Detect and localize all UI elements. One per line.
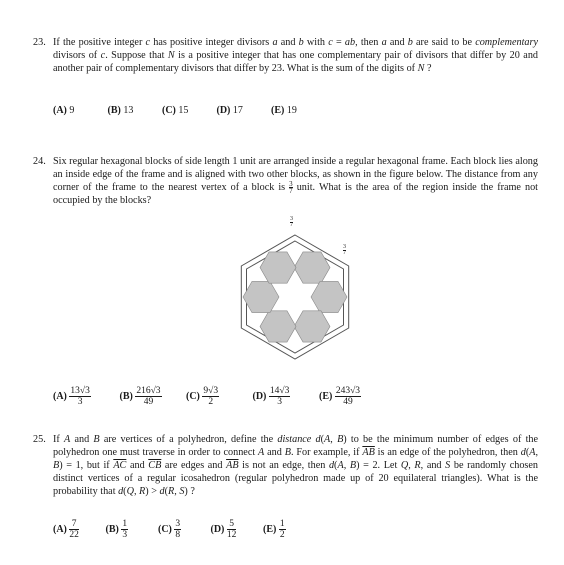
problem-number: 24.	[33, 156, 46, 167]
choice-e: (E) $\frac{243√3}{49}$	[319, 386, 361, 407]
hexagonal-block	[294, 311, 330, 342]
choice-a: (A) 9	[53, 105, 75, 116]
answer-choices-24	[53, 386, 383, 407]
figure-label-right: 3 7	[343, 244, 346, 256]
hexagonal-block	[294, 252, 330, 283]
hexagonal-block	[260, 311, 296, 342]
choice-e: (E) 19	[271, 105, 297, 116]
choice-c: (C) $\frac{3}{8}$	[158, 519, 181, 540]
problem-24	[33, 155, 538, 207]
problem-number: 23.	[33, 37, 46, 48]
answer-choices-23	[53, 104, 323, 117]
problem-text: If A and B are vertices of a polyhedron, define the distance d(A, B) to be the minimum number of edges of the polyhedron one must traverse in order to connect A and B. For example, if $\overline{AB}$ is an edge of the polyhedron, then d(A, B) = 1, but if $\overline{AC}$ and $\overline{CB}$ are edges and $\overline{AB}$ is not an edge, then d(A, B) = 2. Let Q, R, and S be randomly chosen distinct vertices of a regular icosahedron (regular polyhedron made up of 20 equilateral triangles). What is the probability that d(Q, R) > d(R, S) ?	[53, 434, 539, 497]
hexagonal-block	[311, 281, 347, 312]
choice-b: (B) $\frac{1}{3}$	[105, 519, 128, 540]
choice-b: (B) 13	[107, 105, 134, 116]
choice-d: (D) $\frac{5}{12}$	[210, 519, 237, 540]
hexagonal-block	[243, 281, 279, 312]
problem-number: 25.	[33, 434, 46, 445]
choice-b: (B) $\frac{216√3}{49}$	[119, 386, 161, 407]
problem-23	[33, 36, 538, 75]
choice-c: (C) 15	[162, 105, 189, 116]
problem-text: Six regular hexagonal blocks of side length 1 unit are arranged inside a regular hexagonal frame. Each block lies along an inside edge of the frame and is aligned with two other blocks, as shown in the figure below. The distance from any corner of the frame to the nearest vertex of a block is $\frac{3}{7}$ unit. What is the area of the region inside the frame not occupied by the blocks?	[53, 156, 539, 206]
hexagon-frame-figure	[220, 222, 370, 372]
hexagonal-block	[260, 252, 296, 283]
choice-c: (C) $\frac{9√3}{2}$	[186, 386, 219, 407]
answer-choices-25	[53, 519, 313, 540]
figure-label-top: 3 7	[290, 216, 293, 228]
choice-a: (A) $\frac{7}{22}$	[53, 519, 79, 540]
choice-a: (A) $\frac{13√3}{3}$	[53, 386, 90, 407]
inline-fraction: $\frac{3}{7}$	[289, 180, 293, 195]
choice-d: (D) 17	[216, 105, 243, 116]
choice-d: (D) $\frac{14√3}{3}$	[252, 386, 290, 407]
problem-25	[33, 433, 538, 498]
problem-text: If the positive integer c has positive integer divisors a and b with c = ab, then a and b are said to be complementary divisors of c. Suppose that N is a positive integer that has one complementary pair of divisors that differ by 20 and another pair of complementary divisors that differ by 23. What is the sum of the digits of N ?	[53, 37, 539, 74]
choice-e: (E) $\frac{1}{2}$	[263, 519, 285, 540]
